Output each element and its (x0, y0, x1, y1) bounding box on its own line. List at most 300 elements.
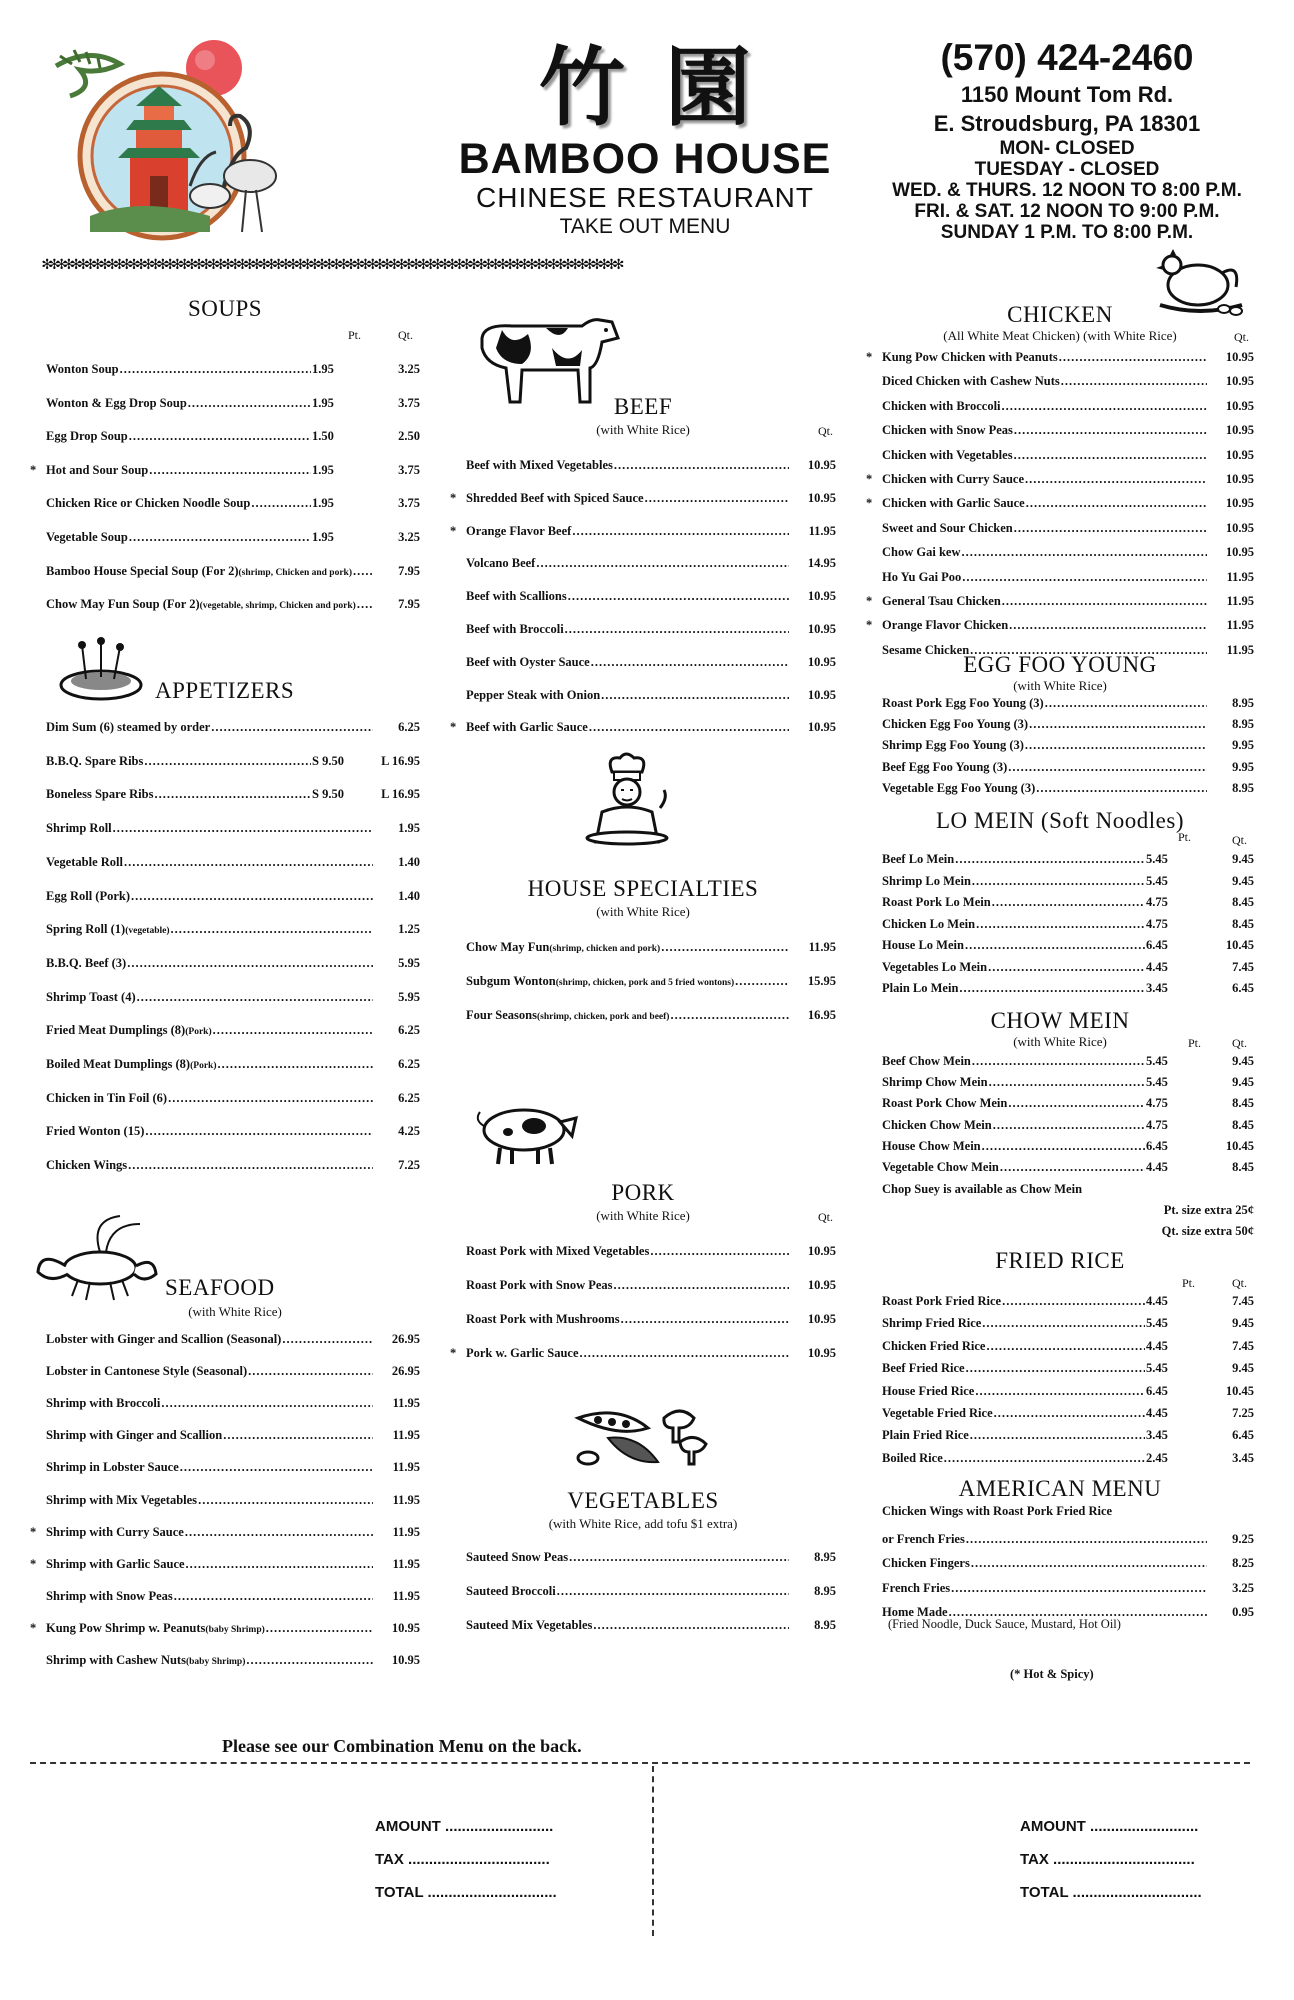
qt-size-extra: Qt. size extra 50¢ (1161, 1224, 1254, 1238)
price-pint: 2.45 (1146, 1450, 1168, 1465)
price: 10.95 (807, 1312, 836, 1326)
price: 10.95 (807, 490, 836, 505)
item-name-text: Shrimp with Ginger and Scallion (46, 1428, 223, 1443)
col-head-pt: Pt. (348, 328, 362, 342)
menu-item (30, 1460, 420, 1478)
item-name-text: Volcano Beef (466, 556, 536, 571)
phone-number: (570) 424-2460 (940, 37, 1194, 78)
price: 10.95 (1225, 520, 1254, 535)
item-name-text: Kung Pow Shrimp w. Peanuts (46, 1620, 206, 1635)
item-note: (baby Shrimp) (185, 1657, 246, 1667)
menu-type: TAKE OUT MENU (559, 215, 731, 238)
price-pint: 5.45 (1146, 1075, 1168, 1090)
item-name-text: Chow May Fun Soup (For 2) (46, 597, 200, 612)
price: 8.95 (814, 1618, 836, 1632)
price: 11.95 (392, 1556, 420, 1571)
item-name-text: Chicken Lo Mein (882, 916, 976, 931)
price: 7.25 (1232, 1406, 1254, 1420)
menu-item (30, 1589, 420, 1607)
item-name-text: Vegetable Chow Mein (882, 1160, 999, 1174)
price: 4.25 (398, 1124, 420, 1139)
item-note: (shrimp, Chicken and pork) (238, 567, 352, 578)
menu-item (30, 1364, 420, 1382)
item-name-text: Chicken Fried Rice (882, 1338, 986, 1353)
item-name-text: Roast Pork with Mixed Vegetables (466, 1244, 650, 1258)
item-name (46, 1621, 265, 1636)
section-note-house-specialties: (with White Rice) (596, 904, 690, 919)
item-name-text: Beef with Broccoli (466, 622, 564, 636)
price: 10.95 (807, 1278, 836, 1292)
spicy-mark: * (866, 472, 873, 486)
address-line-2: E. Stroudsburg, PA 18301 (933, 111, 1201, 136)
home-made-note: (Fried Noodle, Duck Sauce, Mustard, Hot Oil) (888, 1617, 1121, 1631)
price: 6.45 (1232, 1428, 1254, 1443)
price: 11.95 (392, 1492, 420, 1507)
price: 1.40 (398, 854, 420, 869)
item-name-text: Bamboo House Special Soup (For 2) (46, 563, 239, 578)
menu-item (30, 1332, 420, 1350)
seafood-list (30, 290, 420, 1690)
col-head-qt: Qt. (818, 424, 833, 438)
price: 1.25 (398, 922, 420, 937)
combination-menu-note: Please see our Combination Menu on the back. (222, 1736, 582, 1756)
leader-dots (966, 1532, 1207, 1547)
price-pint: 4.75 (1146, 1096, 1168, 1111)
section-note-pork: (with White Rice) (596, 1208, 690, 1223)
item-name-text: Chicken with Vegetables (882, 447, 1013, 462)
amount-field: AMOUNT .......................... (375, 1818, 554, 1835)
price-pint: 6.45 (1146, 1383, 1168, 1398)
price: 8.95 (814, 1584, 836, 1598)
item-name (46, 1364, 247, 1379)
price: 11.95 (392, 1588, 420, 1603)
price-pint: 3.45 (1146, 981, 1168, 995)
price: 10.95 (1225, 350, 1254, 364)
item-name-text: Roast Pork Fried Rice (882, 1294, 1002, 1308)
item-name-text: Wonton & Egg Drop Soup (46, 395, 187, 410)
chop-suey-note: Chop Suey is available as Chow Mein (882, 1182, 1083, 1196)
item-name-text: Boiled Rice (882, 1450, 943, 1465)
price: 11.95 (392, 1396, 420, 1411)
total-field: TOTAL ............................... (1020, 1884, 1202, 1901)
price-pint: S 9.50 (312, 787, 344, 802)
price: 10.45 (1225, 1383, 1254, 1398)
item-name (46, 1525, 184, 1540)
contact-block (862, 36, 1272, 243)
price: 11.95 (808, 523, 836, 538)
item-name-text: Chicken with Snow Peas (882, 423, 1013, 438)
item-name-text: Kung Pow Chicken with Peanuts (882, 350, 1058, 364)
spicy-mark: * (450, 523, 457, 538)
item-name-text: Roast Pork Chow Mein (882, 1096, 1008, 1111)
menu-item (30, 1525, 420, 1543)
price: 9.95 (1232, 759, 1254, 774)
item-name-text: Beef with Scallions (466, 589, 567, 604)
price: 10.95 (1225, 447, 1254, 462)
leader-dots (186, 1557, 373, 1572)
section-note-seafood: (with White Rice) (188, 1304, 282, 1319)
price-pint: 4.75 (1146, 916, 1168, 931)
price: 14.95 (807, 556, 836, 571)
price: 6.25 (398, 1090, 420, 1105)
item-name-text: Chicken with Garlic Sauce (882, 496, 1025, 511)
price: 8.45 (1232, 1096, 1254, 1111)
price: 10.95 (1225, 423, 1254, 438)
price: 10.95 (807, 1346, 836, 1360)
price: 10.45 (1225, 938, 1254, 952)
leader-dots (223, 1428, 373, 1443)
menu-item (30, 1653, 420, 1671)
item-name-text: Vegetable Soup (46, 530, 128, 544)
price: 10.95 (807, 622, 836, 636)
price-pint: 4.45 (1146, 959, 1168, 974)
item-name-text: Diced Chicken with Cashew Nuts (882, 374, 1060, 389)
price: 11.95 (1226, 618, 1254, 633)
leader-dots (266, 1621, 373, 1636)
price-pint: 4.45 (1146, 1338, 1168, 1353)
item-name-text: Chicken Egg Foo Young (3) (882, 717, 1029, 732)
price-pint: 6.45 (1146, 938, 1168, 952)
hours-line: FRI. & SAT. 12 NOON TO 9:00 P.M. (914, 201, 1220, 222)
price: 3.25 (1232, 1580, 1254, 1595)
item-name-text: Vegetable Fried Rice (882, 1406, 993, 1420)
price: 6.25 (398, 1057, 420, 1071)
item-name (46, 1589, 173, 1604)
leader-dots (282, 1332, 373, 1347)
leader-dots (951, 1581, 1207, 1596)
price: 26.95 (391, 1364, 420, 1379)
price: 5.95 (398, 955, 420, 970)
price-pint: 5.45 (1146, 1361, 1168, 1376)
price: 7.45 (1232, 959, 1254, 974)
item-name (46, 1493, 197, 1508)
item-name-text: House Chow Mein (882, 1138, 981, 1153)
price: L 16.95 (381, 787, 420, 802)
price: 8.45 (1232, 1117, 1254, 1132)
item-name-text: Chicken with Curry Sauce (882, 472, 1025, 486)
american-menu-list (866, 290, 1254, 1630)
price: 3.75 (398, 496, 420, 511)
american-first-line: Chicken Wings with Roast Pork Fried Rice (882, 1504, 1113, 1518)
leader-dots (198, 1493, 373, 1508)
item-note: (Pork) (190, 1061, 217, 1071)
price: 5.95 (398, 989, 420, 1004)
col-head-qt: Qt. (1232, 1036, 1247, 1050)
item-name-text: Sauteed Snow Peas (466, 1550, 569, 1564)
item-name-text: House Lo Mein (882, 938, 964, 952)
price-pint: 1.95 (312, 462, 334, 477)
item-name-text: Beef with Mixed Vegetables (466, 458, 613, 472)
price: 10.95 (807, 458, 836, 472)
price: 6.25 (398, 1023, 420, 1038)
item-name-text: Chow May Fun (466, 940, 550, 954)
price: 8.45 (1232, 1160, 1254, 1174)
item-name-text: Fried Meat Dumplings (8) (46, 1023, 186, 1038)
spicy-mark: * (30, 1620, 37, 1635)
section-title-chicken: CHICKEN (1007, 302, 1113, 327)
price: 6.25 (398, 720, 420, 734)
section-title-chow-mein: CHOW MEIN (990, 1008, 1130, 1033)
item-name-text: Boneless Spare Ribs (46, 787, 154, 802)
spicy-mark: * (450, 490, 457, 505)
leader-dots (971, 1556, 1207, 1571)
price: 9.95 (1232, 738, 1254, 753)
section-title-soups: SOUPS (187, 296, 263, 321)
price-pint: 4.45 (1146, 1406, 1168, 1420)
lo-mein-title-text: LO MEIN (Soft Noodles) (936, 808, 1184, 833)
restaurant-subtitle: CHINESE RESTAURANT (476, 182, 814, 213)
item-name (882, 1532, 965, 1547)
item-name-text: Dim Sum (6) steamed by order (46, 720, 211, 734)
item-name-text: Home Made (882, 1605, 948, 1620)
section-title-fried-rice: FRIED RICE (995, 1248, 1125, 1273)
spicy-mark: * (30, 1556, 37, 1571)
item-name (46, 1460, 179, 1475)
price: 11.95 (1226, 569, 1254, 584)
item-name-text: Roast Pork with Snow Peas (466, 1278, 613, 1292)
item-name-text: Orange Flavor Chicken (882, 618, 1009, 633)
price: 10.95 (807, 687, 836, 702)
restaurant-title-block (440, 37, 850, 240)
item-name (46, 1332, 281, 1347)
menu-item (30, 1621, 420, 1639)
item-name-text: Wonton Soup (46, 362, 119, 376)
item-name-text: Plain Lo Mein (882, 981, 959, 995)
price: 26.95 (391, 1332, 420, 1346)
price: 10.95 (1225, 545, 1254, 560)
price: 2.50 (398, 429, 420, 444)
item-note: (vegetable) (125, 926, 170, 937)
item-note: (baby Shrimp) (205, 1624, 265, 1635)
price: 3.75 (398, 395, 420, 410)
spicy-mark: * (866, 350, 873, 364)
section-title-house-specialties: HOUSE SPECIALTIES (527, 876, 759, 901)
menu-item (30, 1428, 420, 1446)
leader-dots (185, 1525, 373, 1540)
cut-line-horizontal (30, 1762, 1250, 1764)
item-name-text: Shrimp with Cashew Nuts (46, 1653, 186, 1667)
item-name (46, 1653, 245, 1668)
price-pint: 4.45 (1146, 1294, 1168, 1308)
price: 9.45 (1232, 1361, 1254, 1376)
price: 10.95 (1225, 496, 1254, 511)
item-name-text: Chicken in Tin Foil (6) (46, 1090, 168, 1105)
item-name-text: Pepper Steak with Onion (466, 687, 601, 702)
item-name-text: Chow Gai kew (882, 545, 961, 560)
price: 11.95 (392, 1460, 420, 1475)
menu-item (450, 1584, 836, 1602)
menu-item (866, 1532, 1254, 1550)
item-note: (Pork) (185, 1027, 212, 1038)
item-note: (vegetable, shrimp, Chicken and pork) (199, 601, 356, 612)
price-pint: 3.45 (1146, 1428, 1168, 1443)
col-head-qt: Qt. (1232, 833, 1247, 847)
item-name-text: Shredded Beef with Spiced Sauce (466, 490, 644, 505)
pt-size-extra: Pt. size extra 25¢ (1163, 1203, 1254, 1217)
star-divider: ✻✻✻✻✻✻✻✻✻✻✻✻✻✻✻✻✻✻✻✻✻✻✻✻✻✻✻✻✻✻✻✻✻✻✻✻✻✻✻✻✻✻✻✻✻✻✻✻✻✻✻✻✻✻✻✻✻✻✻✻✻✻✻✻✻✻✻✻✻✻✻✻✻✻✻✻✻✻✻✻ (42, 254, 621, 274)
menu-item (30, 1493, 420, 1511)
item-name-text: Spring Roll (1) (46, 922, 126, 937)
item-name-text: Hot and Sour Soup (46, 462, 149, 477)
item-note: (shrimp, chicken, pork and beef) (536, 1012, 670, 1022)
price: 10.95 (1225, 472, 1254, 486)
price: 10.95 (807, 1244, 836, 1258)
price: 9.45 (1232, 1316, 1254, 1331)
price: 3.25 (398, 530, 420, 544)
item-name-text: B.B.Q. Beef (3) (46, 955, 127, 970)
price: 9.45 (1232, 1075, 1254, 1090)
menu-item (866, 1581, 1254, 1599)
item-name-text: Egg Roll (Pork) (46, 888, 131, 903)
price: 11.95 (392, 1428, 420, 1443)
price-pint: 5.45 (1146, 1316, 1168, 1331)
item-name-text: Shrimp Egg Foo Young (3) (882, 738, 1024, 753)
item-name-text: Beef Chow Mein (882, 1054, 971, 1068)
item-name-text: Roast Pork Lo Mein (882, 895, 991, 909)
hours-line: TUESDAY - CLOSED (974, 159, 1160, 180)
item-name-text: Chicken Chow Mein (882, 1117, 992, 1132)
price: 11.95 (1226, 594, 1254, 608)
section-note-chicken: (All White Meat Chicken) (with White Rice) (943, 328, 1177, 343)
item-name-text: Beef with Oyster Sauce (466, 654, 590, 669)
section-note-chow-mein: (with White Rice) (1013, 1034, 1107, 1049)
item-name-text: Shrimp Fried Rice (882, 1316, 982, 1331)
price: 11.95 (808, 940, 836, 954)
price-pint: 6.45 (1146, 1138, 1168, 1153)
price: 8.95 (814, 1550, 836, 1564)
section-title-appetizers: APPETIZERS (155, 678, 295, 703)
item-name-text: Lobster in Cantonese Style (Seasonal) (46, 1364, 248, 1379)
item-name-text: Shrimp Toast (4) (46, 989, 136, 1004)
menu-item (450, 1550, 836, 1568)
section-title-egg-foo-young: EGG FOO YOUNG (963, 652, 1157, 677)
chinese-name: 竹園 (539, 37, 791, 138)
leader-dots (161, 1396, 373, 1411)
price: 10.95 (1225, 374, 1254, 389)
spicy-mark: * (450, 720, 457, 735)
price: 9.45 (1232, 1054, 1254, 1068)
price-pint: 5.45 (1146, 873, 1168, 888)
item-name-text: Shrimp with Curry Sauce (46, 1524, 184, 1539)
item-name (46, 1396, 160, 1411)
item-name-text: Shrimp in Lobster Sauce (46, 1460, 179, 1475)
item-name-text: Chicken Rice or Chicken Noodle Soup (46, 496, 251, 511)
price: 9.45 (1232, 873, 1254, 888)
order-totals-left (375, 1818, 557, 1917)
item-name-text: Vegetable Egg Foo Young (3) (882, 780, 1036, 795)
leader-dots (246, 1653, 373, 1668)
item-name-text: Shrimp with Garlic Sauce (46, 1556, 185, 1571)
col-head-qt: Qt. (1232, 1276, 1247, 1290)
item-name-text: Chicken with Broccoli (882, 398, 1001, 413)
leader-dots (593, 1618, 789, 1633)
menu-item (30, 1557, 420, 1575)
price-pint: 4.45 (1146, 1160, 1168, 1174)
spicy-mark: * (450, 1346, 457, 1360)
right-column (866, 290, 1254, 1710)
item-name-text: Egg Drop Soup (46, 429, 128, 444)
menu-header (0, 0, 1294, 274)
price: 10.95 (1225, 398, 1254, 413)
price: 6.45 (1232, 981, 1254, 995)
item-name-text: Plain Fried Rice (882, 1428, 969, 1443)
item-name-text: Chicken Fingers (882, 1556, 970, 1571)
price-pint: S 9.50 (312, 753, 344, 768)
amount-field: AMOUNT .......................... (1020, 1818, 1199, 1835)
item-name-text: Boiled Meat Dumplings (8) (46, 1057, 191, 1071)
item-name-text: General Tsau Chicken (882, 594, 1001, 608)
price-pint: 4.75 (1146, 895, 1168, 909)
leader-dots (569, 1550, 789, 1565)
price: 11.95 (1226, 642, 1254, 657)
item-name-text: Roast Pork Egg Foo Young (3) (882, 696, 1044, 710)
cut-line-vertical (652, 1766, 654, 1936)
col-head-pt: Pt. (1182, 1276, 1196, 1290)
price: 10.95 (391, 1653, 420, 1667)
hours-line: MON- CLOSED (999, 138, 1135, 159)
price-pint: 1.95 (312, 362, 334, 376)
price: 7.45 (1232, 1294, 1254, 1308)
price: 8.95 (1232, 696, 1254, 710)
item-name-text: Beef Lo Mein (882, 852, 955, 866)
item-name-text: Beef Egg Foo Young (3) (882, 759, 1008, 774)
price: 7.95 (398, 597, 420, 612)
item-name-text: Beef Fried Rice (882, 1361, 965, 1376)
price: 7.95 (398, 563, 420, 578)
left-column (30, 290, 420, 1710)
hours-line: SUNDAY 1 P.M. TO 8:00 P.M. (940, 222, 1194, 243)
spicy-mark: * (30, 1524, 37, 1539)
price: 16.95 (807, 1008, 836, 1022)
col-head-pt: Pt. (1178, 830, 1192, 844)
item-name-text: or French Fries (882, 1532, 965, 1546)
section-title-seafood: SEAFOOD (165, 1275, 275, 1300)
price: 15.95 (807, 974, 836, 988)
leader-dots (248, 1364, 373, 1379)
menu-item (866, 1556, 1254, 1574)
price: 1.95 (398, 821, 420, 836)
price: 3.75 (398, 462, 420, 477)
section-title-american-menu: AMERICAN MENU (958, 1476, 1162, 1501)
price: 10.95 (807, 720, 836, 735)
price: 8.45 (1232, 895, 1254, 909)
leader-dots (174, 1589, 373, 1604)
middle-column (450, 290, 836, 1710)
spicy-mark: * (866, 618, 873, 633)
price: 9.25 (1232, 1532, 1254, 1546)
price-pint: 4.75 (1146, 1117, 1168, 1132)
price: 10.45 (1225, 1138, 1254, 1153)
item-name-text: Shrimp with Snow Peas (46, 1588, 173, 1603)
menu-item (30, 1396, 420, 1414)
item-name (466, 1584, 556, 1599)
order-totals-right (1020, 1818, 1202, 1917)
item-name-text: Ho Yu Gai Poo (882, 569, 962, 584)
item-name-text: Chicken Wings (46, 1158, 128, 1173)
item-name-text: Shrimp with Mix Vegetables (46, 1492, 198, 1507)
item-name (466, 1550, 568, 1565)
tax-field: TAX .................................. (375, 1851, 550, 1868)
col-head-qt: Qt. (1234, 330, 1249, 344)
leader-dots (180, 1460, 373, 1475)
restaurant-name: BAMBOO HOUSE (458, 135, 832, 183)
item-name-text: B.B.Q. Spare Ribs (46, 753, 144, 768)
item-name-text: Sesame Chicken (882, 642, 970, 657)
price-pint: 5.45 (1146, 1054, 1168, 1068)
item-name-text: Roast Pork with Mushrooms (466, 1312, 620, 1326)
item-note: (shrimp, chicken, pork and 5 fried wontons) (555, 978, 735, 988)
section-note-egg-foo-young: (with White Rice) (1013, 678, 1107, 693)
